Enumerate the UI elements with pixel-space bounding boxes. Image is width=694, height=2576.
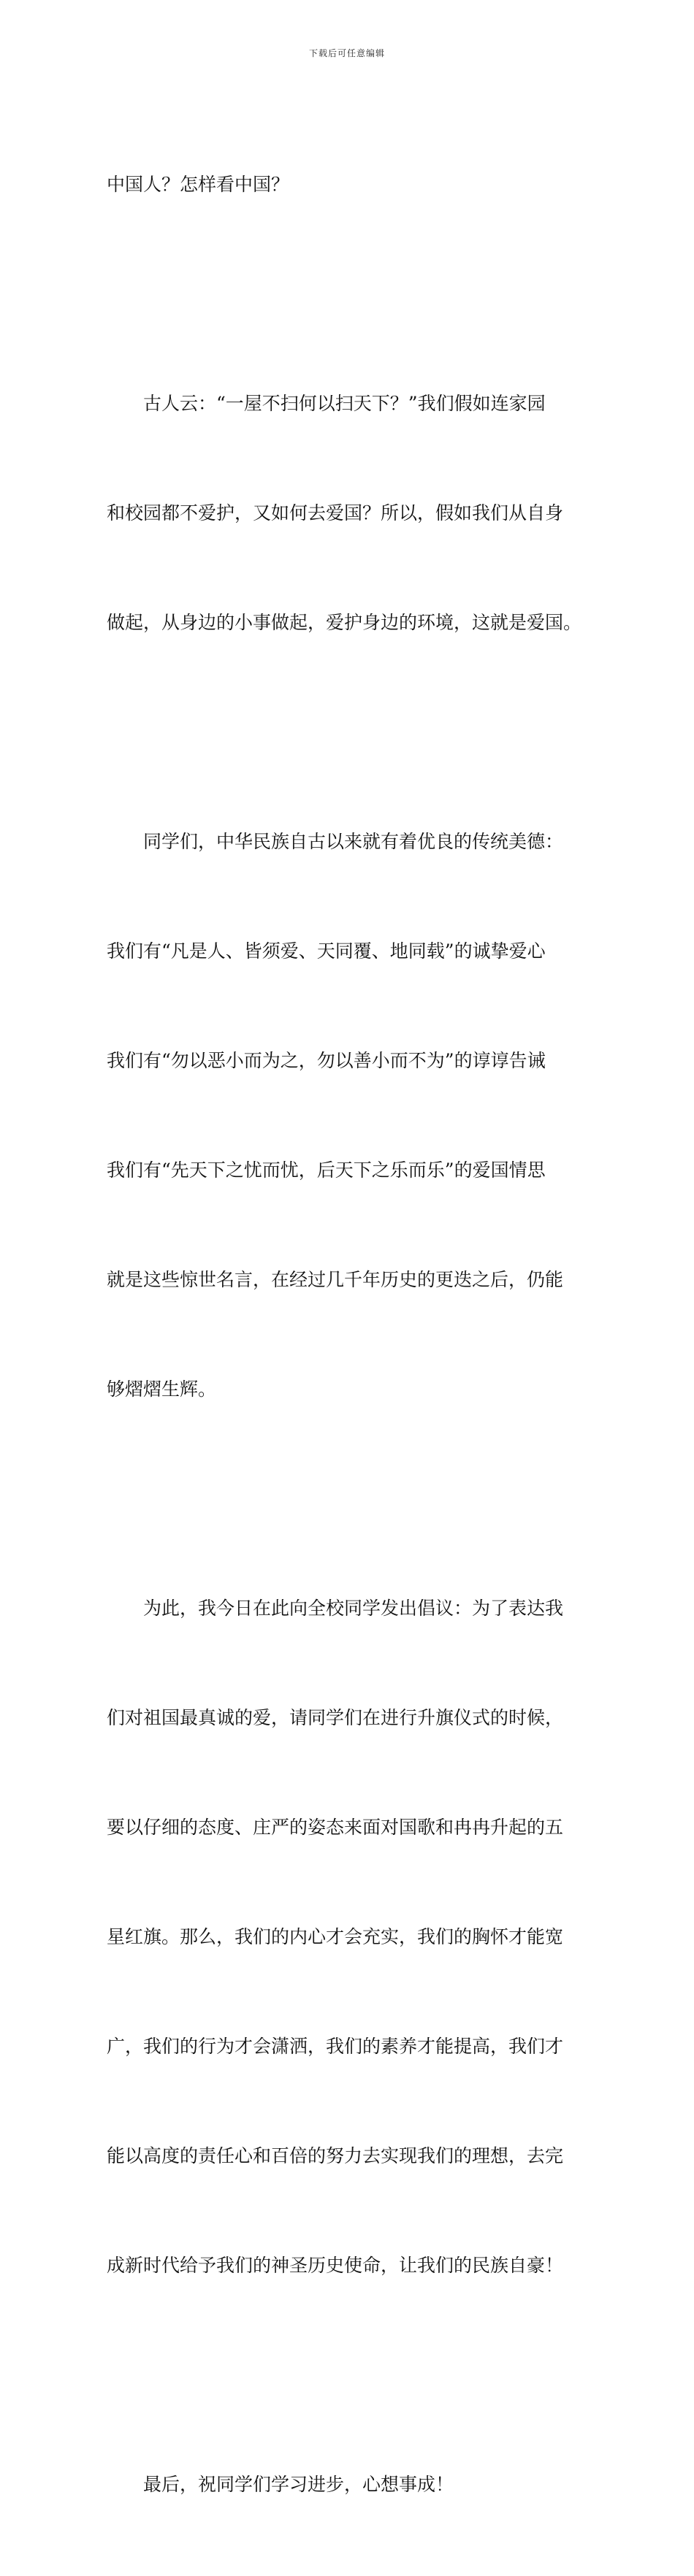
text-line: 为此，我今日在此向全校同学发出倡议：为了表达我 xyxy=(107,1598,564,1619)
text-line: 广，我们的行为才会潇洒，我们的素养才能提高，我们才 xyxy=(107,2036,564,2057)
text-line: 做起，从身边的小事做起，爱护身边的环境，这就是爱国。 xyxy=(107,612,582,633)
paragraph-proposal xyxy=(107,1517,589,2357)
text-line: 要以仔细的态度、庄严的姿态来面对国歌和冉冉升起的五 xyxy=(107,1817,564,1838)
header-note: 下载后可任意编辑 xyxy=(308,48,385,58)
paragraph-gap xyxy=(107,276,589,313)
text-line: 我们有“勿以恶小而为之，勿以善小而不为”的谆谆告诫 xyxy=(107,1050,546,1071)
paragraph-traditions xyxy=(107,751,589,1481)
text-line: 我们有“先天下之忧而忧，后天下之乐而乐”的爱国情思 xyxy=(107,1159,546,1181)
paragraph-gap xyxy=(107,1481,589,1517)
text-line: 和校园都不爱护，又如何去爱国？所以，假如我们从自身 xyxy=(107,502,564,524)
text-line: 能以高度的责任心和百倍的努力去实现我们的理想，去完 xyxy=(107,2145,564,2166)
text-line: 成新时代给予我们的神圣历史使命，让我们的民族自豪！ xyxy=(107,2255,564,2276)
text-line: 够熠熠生辉。 xyxy=(107,1379,217,1400)
paragraph-gap xyxy=(107,2357,589,2393)
text-line: 同学们，中华民族自古以来就有着优良的传统美德： xyxy=(107,831,564,852)
text-line: 我们有“凡是人、皆须爱、天同覆、地同载”的诚挚爱心 xyxy=(107,940,546,962)
paragraph-closing xyxy=(107,2393,589,2576)
text-line: 就是这些惊世名言，在经过几千年历史的更迭之后，仍能 xyxy=(107,1269,564,1290)
text-line: 古人云：“一屋不扫何以扫天下？”我们假如连家园 xyxy=(107,393,546,414)
paragraph-gap xyxy=(107,714,589,751)
paragraph-ancient-saying xyxy=(107,313,589,714)
document-body xyxy=(107,93,589,2576)
text-line: 中国人？怎样看中国？ xyxy=(107,174,290,195)
text-line: 最后，祝同学们学习进步，心想事成！ xyxy=(107,2474,454,2495)
paragraph-intro-tail xyxy=(107,93,589,276)
text-line: 们对祖国最真诚的爱，请同学们在进行升旗仪式的时候， xyxy=(107,1707,564,1728)
text-line: 星红旗。那么，我们的内心才会充实，我们的胸怀才能宽 xyxy=(107,1926,564,1947)
